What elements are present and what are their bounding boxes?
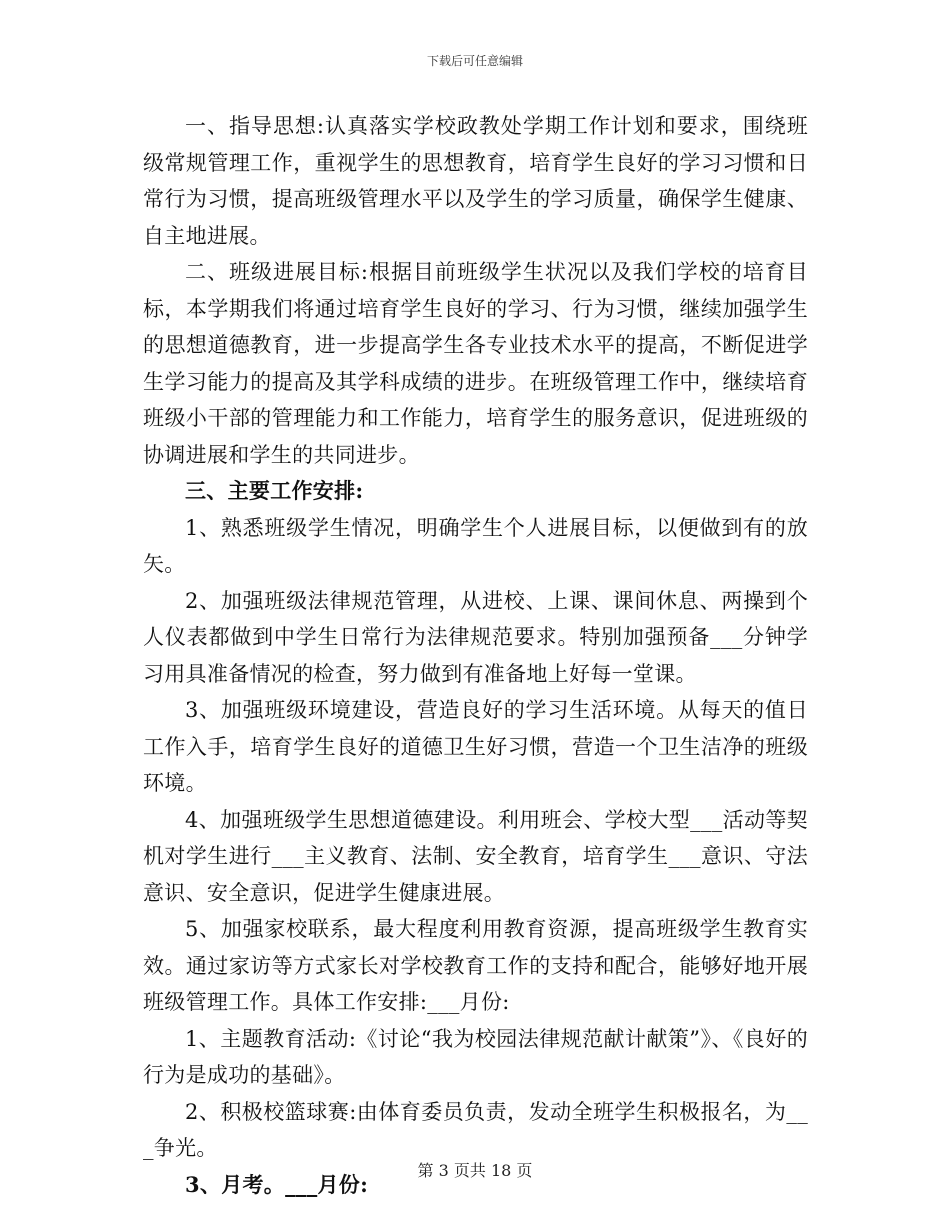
paragraph-class-goals: 二、班级进展目标:根据目前班级学生状况以及我们学校的培育目标，本学期我们将通过培育学生良好的学习、行为习惯，继续加强学生的思想道德教育，进一步提高学生各专业技术水平的提高，不断促进学生学习能力的提高及其学科成绩的进步。在班级管理工作中，继续培育班级小干部的管理能力和工作能力，培育学生的服务意识，促进班级的协调进展和学生的共同进步。: [143, 260, 808, 467]
paragraph-sub-item-2: 2、积极校篮球赛:由体育委员负责，发动全班学生积极报名，为___争光。: [143, 1099, 808, 1160]
paragraph-sub-item-3: 3、月考。___月份:: [185, 1171, 369, 1197]
paragraph-item-5: 5、加强家校联系，最大程度利用教育资源，提高班级学生教育实效。通过家访等方式家长对学校教育工作的支持和配合，能够好地开展班级管理工作。具体工作安排:___月份:: [143, 917, 808, 1014]
page-header: 下载后可任意编辑: [426, 54, 523, 68]
paragraph-item-1: 1、熟悉班级学生情况，明确学生个人进展目标，以便做到有的放矢。: [143, 515, 808, 576]
document-body: [143, 108, 808, 1203]
paragraph-item-3: 3、加强班级环境建设，营造良好的学习生活环境。从每天的值日工作入手，培育学生良好的道德卫生好习惯，营造一个卫生洁净的班级环境。: [143, 698, 808, 795]
paragraph-sub-item-1: 1、主题教育活动:《讨论“我为校园法律规范献计献策”》、《良好的行为是成功的基础》。: [143, 1026, 808, 1087]
paragraph-guiding-thought: 一、指导思想:认真落实学校政教处学期工作计划和要求，围绕班级常规管理工作，重视学生的思想教育，培育学生良好的学习习惯和日常行为习惯，提高班级管理水平以及学生的学习质量，确保学生健康、自主地进展。: [143, 114, 808, 248]
paragraph-item-2: 2、加强班级法律规范管理，从进校、上课、课间休息、两操到个人仪表都做到中学生日常行为法律规范要求。特别加强预备___分钟学习用具准备情况的检查，努力做到有准备地上好每一堂课。: [143, 588, 808, 686]
page-footer: 第 3 页共 18 页: [417, 1161, 533, 1180]
section-heading-work-arrangement: 三、主要工作安排:: [185, 478, 364, 503]
paragraph-item-4: 4、加强班级学生思想道德建设。利用班会、学校大型___活动等契机对学生进行___主义教育、法制、安全教育，培育学生___意识、守法意识、安全意识，促进学生健康进展。: [143, 807, 808, 905]
